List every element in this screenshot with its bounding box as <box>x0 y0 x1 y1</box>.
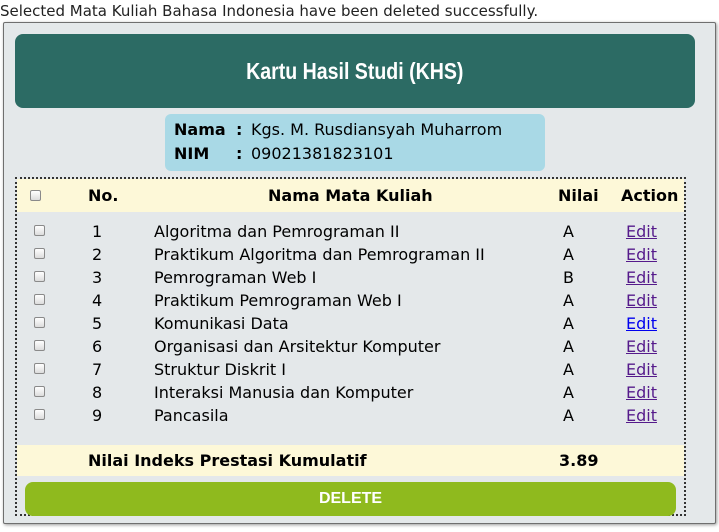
table-row <box>17 335 684 358</box>
edit-link[interactable]: Edit <box>626 383 657 402</box>
course-name: Interaksi Manusia dan Komputer <box>154 383 414 402</box>
ipk-label: Nilai Indeks Prestasi Kumulatif <box>88 451 367 470</box>
course-name: Organisasi dan Arsitektur Komputer <box>154 337 441 356</box>
name-label: Nama <box>174 120 226 139</box>
table-row <box>17 289 684 312</box>
khs-panel <box>3 22 716 524</box>
nim-colon: : <box>236 144 243 163</box>
row-number: 3 <box>92 268 103 287</box>
edit-link[interactable]: Edit <box>626 291 657 310</box>
row-checkbox[interactable] <box>34 386 45 397</box>
khs-table <box>15 177 686 516</box>
column-header-action: Action <box>621 186 679 205</box>
column-header-course: Nama Mata Kuliah <box>268 186 433 205</box>
row-checkbox[interactable] <box>34 271 45 282</box>
ipk-value: 3.89 <box>559 451 599 470</box>
course-grade: A <box>563 337 574 356</box>
page-header <box>15 34 695 108</box>
table-row <box>17 312 684 335</box>
row-number: 1 <box>92 222 103 241</box>
column-header-no: No. <box>88 186 119 205</box>
row-number: 4 <box>92 291 103 310</box>
edit-link[interactable]: Edit <box>626 337 657 356</box>
edit-link[interactable]: Edit <box>626 268 657 287</box>
course-name: Praktikum Pemrograman Web I <box>154 291 402 310</box>
row-checkbox[interactable] <box>34 409 45 420</box>
row-number: 7 <box>92 360 103 379</box>
table-footer <box>17 445 684 476</box>
name-colon: : <box>236 120 243 139</box>
row-checkbox[interactable] <box>34 317 45 328</box>
edit-link[interactable]: Edit <box>626 245 657 264</box>
table-row <box>17 220 684 243</box>
row-checkbox[interactable] <box>34 248 45 259</box>
course-grade: A <box>563 314 574 333</box>
course-grade: A <box>563 291 574 310</box>
row-checkbox[interactable] <box>34 340 45 351</box>
table-header <box>17 179 684 212</box>
course-name: Komunikasi Data <box>154 314 289 333</box>
table-row <box>17 358 684 381</box>
course-grade: A <box>563 245 574 264</box>
status-message: Selected Mata Kuliah Bahasa Indonesia have been deleted successfully. <box>0 2 539 20</box>
name-value: Kgs. M. Rusdiansyah Muharrom <box>251 120 503 139</box>
row-number: 9 <box>92 406 103 425</box>
student-info <box>165 114 545 171</box>
delete-button[interactable] <box>25 482 676 516</box>
edit-link[interactable]: Edit <box>626 222 657 241</box>
table-row <box>17 404 684 427</box>
row-number: 8 <box>92 383 103 402</box>
table-row <box>17 266 684 289</box>
row-checkbox[interactable] <box>34 363 45 374</box>
row-number: 2 <box>92 245 103 264</box>
edit-link[interactable]: Edit <box>626 314 657 333</box>
table-row <box>17 381 684 404</box>
course-name: Algoritma dan Pemrograman II <box>154 222 400 241</box>
course-name: Praktikum Algoritma dan Pemrograman II <box>154 245 485 264</box>
delete-button-label: DELETE <box>318 490 383 507</box>
table-row <box>17 243 684 266</box>
course-name: Pemrograman Web I <box>154 268 317 287</box>
edit-link[interactable]: Edit <box>626 360 657 379</box>
course-name: Struktur Diskrit I <box>154 360 286 379</box>
course-name: Pancasila <box>154 406 229 425</box>
select-all-checkbox[interactable] <box>30 190 41 201</box>
course-grade: A <box>563 360 574 379</box>
edit-link[interactable]: Edit <box>626 406 657 425</box>
course-grade: B <box>563 268 574 287</box>
row-number: 5 <box>92 314 103 333</box>
course-grade: A <box>563 222 574 241</box>
nim-value: 09021381823101 <box>251 144 394 163</box>
course-grade: A <box>563 383 574 402</box>
row-checkbox[interactable] <box>34 294 45 305</box>
column-header-grade: Nilai <box>558 186 599 205</box>
row-number: 6 <box>92 337 103 356</box>
nim-label: NIM <box>174 144 210 163</box>
row-checkbox[interactable] <box>34 225 45 236</box>
course-grade: A <box>563 406 574 425</box>
page-title: Kartu Hasil Studi (KHS) <box>246 57 464 84</box>
